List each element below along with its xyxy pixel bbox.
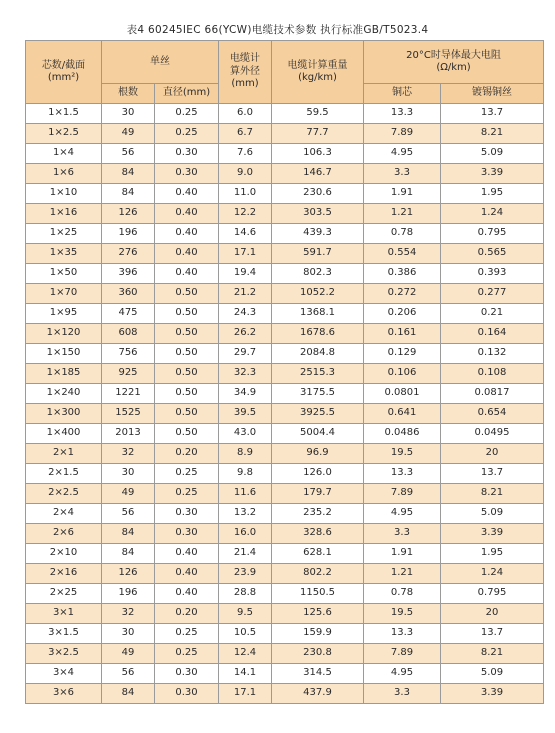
cell-cores-section: 2×25 [26, 584, 102, 604]
table-row [26, 124, 544, 144]
cell-cores-section: 3×6 [26, 684, 102, 704]
cell-weight: 303.5 [272, 204, 364, 224]
header-resistance [364, 41, 544, 84]
cell-resistance-copper: 1.21 [364, 564, 441, 584]
cell-cores-section: 1×185 [26, 364, 102, 384]
cell-outer-diameter: 11.6 [219, 484, 272, 504]
cell-wire-diameter: 0.50 [155, 364, 219, 384]
cell-weight: 5004.4 [272, 424, 364, 444]
cell-weight: 1678.6 [272, 324, 364, 344]
cell-wire-count: 608 [102, 324, 155, 344]
cell-resistance-copper: 4.95 [364, 144, 441, 164]
cell-wire-diameter: 0.30 [155, 144, 219, 164]
cell-cores-section: 1×300 [26, 404, 102, 424]
cell-wire-count: 32 [102, 444, 155, 464]
header-diameter: 直径(mm) [155, 84, 219, 104]
cell-wire-count: 126 [102, 564, 155, 584]
cell-resistance-copper: 0.78 [364, 584, 441, 604]
cell-resistance-copper: 0.0486 [364, 424, 441, 444]
table-header [26, 41, 544, 104]
cell-resistance-copper: 7.89 [364, 644, 441, 664]
cell-cores-section: 1×150 [26, 344, 102, 364]
cell-wire-diameter: 0.50 [155, 284, 219, 304]
cell-resistance-copper: 0.641 [364, 404, 441, 424]
cell-cores-section: 1×6 [26, 164, 102, 184]
cell-resistance-tinned: 13.7 [441, 464, 544, 484]
cell-outer-diameter: 26.2 [219, 324, 272, 344]
table-row [26, 584, 544, 604]
cell-resistance-copper: 13.3 [364, 464, 441, 484]
cell-weight: 328.6 [272, 524, 364, 544]
table-row [26, 424, 544, 444]
table-row [26, 384, 544, 404]
cell-wire-count: 49 [102, 124, 155, 144]
cell-weight: 125.6 [272, 604, 364, 624]
cell-outer-diameter: 6.7 [219, 124, 272, 144]
header-cores-line1: 芯数/截面 [41, 59, 86, 71]
cell-resistance-tinned: 0.654 [441, 404, 544, 424]
cell-cores-section: 2×1 [26, 444, 102, 464]
cell-weight: 2515.3 [272, 364, 364, 384]
cell-weight: 159.9 [272, 624, 364, 644]
table-row [26, 104, 544, 124]
cell-outer-diameter: 14.1 [219, 664, 272, 684]
table-row [26, 464, 544, 484]
cell-wire-diameter: 0.50 [155, 384, 219, 404]
cell-outer-diameter: 13.2 [219, 504, 272, 524]
cell-cores-section: 1×120 [26, 324, 102, 344]
table-row [26, 604, 544, 624]
cell-wire-diameter: 0.50 [155, 324, 219, 344]
cell-outer-diameter: 14.6 [219, 224, 272, 244]
cell-weight: 591.7 [272, 244, 364, 264]
cell-resistance-copper: 3.3 [364, 524, 441, 544]
cell-cores-section: 3×1.5 [26, 624, 102, 644]
cell-resistance-tinned: 1.24 [441, 204, 544, 224]
cell-weight: 230.8 [272, 644, 364, 664]
cell-outer-diameter: 19.4 [219, 264, 272, 284]
cell-weight: 179.7 [272, 484, 364, 504]
table-row [26, 224, 544, 244]
table-row [26, 664, 544, 684]
cell-wire-count: 2013 [102, 424, 155, 444]
cell-resistance-tinned: 0.565 [441, 244, 544, 264]
cell-wire-diameter: 0.40 [155, 184, 219, 204]
cell-resistance-copper: 0.129 [364, 344, 441, 364]
cell-resistance-tinned: 3.39 [441, 684, 544, 704]
table-row [26, 144, 544, 164]
cell-wire-diameter: 0.30 [155, 164, 219, 184]
cell-resistance-copper: 0.161 [364, 324, 441, 344]
cell-weight: 1368.1 [272, 304, 364, 324]
cell-resistance-tinned: 0.277 [441, 284, 544, 304]
cell-resistance-copper: 7.89 [364, 124, 441, 144]
cell-resistance-copper: 4.95 [364, 504, 441, 524]
cell-wire-count: 30 [102, 104, 155, 124]
cell-wire-count: 360 [102, 284, 155, 304]
cell-wire-count: 196 [102, 584, 155, 604]
cell-cores-section: 1×70 [26, 284, 102, 304]
cell-outer-diameter: 28.8 [219, 584, 272, 604]
cell-wire-count: 84 [102, 184, 155, 204]
table-row [26, 264, 544, 284]
cell-cores-section: 3×1 [26, 604, 102, 624]
cell-cores-section: 1×35 [26, 244, 102, 264]
cell-outer-diameter: 9.5 [219, 604, 272, 624]
cell-resistance-tinned: 13.7 [441, 104, 544, 124]
cell-resistance-tinned: 20 [441, 604, 544, 624]
cell-cores-section: 1×400 [26, 424, 102, 444]
cell-cores-section: 3×4 [26, 664, 102, 684]
cell-wire-count: 49 [102, 484, 155, 504]
cell-resistance-tinned: 0.108 [441, 364, 544, 384]
cell-outer-diameter: 23.9 [219, 564, 272, 584]
table-row [26, 324, 544, 344]
table-row [26, 564, 544, 584]
cell-cores-section: 1×50 [26, 264, 102, 284]
cell-wire-diameter: 0.25 [155, 124, 219, 144]
table-row [26, 684, 544, 704]
table-row [26, 484, 544, 504]
cell-resistance-copper: 0.0801 [364, 384, 441, 404]
header-weight-line1: 电缆计算重量 [287, 59, 348, 71]
cell-wire-diameter: 0.20 [155, 604, 219, 624]
table-row [26, 644, 544, 664]
cell-wire-count: 925 [102, 364, 155, 384]
cell-outer-diameter: 9.0 [219, 164, 272, 184]
cell-outer-diameter: 17.1 [219, 244, 272, 264]
cell-resistance-copper: 4.95 [364, 664, 441, 684]
cell-outer-diameter: 7.6 [219, 144, 272, 164]
cell-resistance-tinned: 0.795 [441, 584, 544, 604]
table-row [26, 364, 544, 384]
cell-resistance-copper: 0.78 [364, 224, 441, 244]
cell-resistance-copper: 13.3 [364, 104, 441, 124]
cell-resistance-copper: 13.3 [364, 624, 441, 644]
header-copper: 铜芯 [364, 84, 441, 104]
cell-wire-diameter: 0.40 [155, 244, 219, 264]
cell-cores-section: 2×10 [26, 544, 102, 564]
cell-outer-diameter: 17.1 [219, 684, 272, 704]
cell-weight: 1150.5 [272, 584, 364, 604]
cell-cores-section: 1×25 [26, 224, 102, 244]
header-outer-line3: (mm) [231, 78, 259, 90]
cell-wire-diameter: 0.25 [155, 644, 219, 664]
cell-wire-diameter: 0.30 [155, 684, 219, 704]
cell-wire-diameter: 0.20 [155, 444, 219, 464]
header-single-wire: 单丝 [102, 41, 219, 84]
cell-wire-count: 276 [102, 244, 155, 264]
header-weight-line2: (kg/km) [298, 72, 337, 83]
cell-resistance-copper: 3.3 [364, 164, 441, 184]
cell-resistance-tinned: 1.95 [441, 184, 544, 204]
cell-wire-diameter: 0.50 [155, 304, 219, 324]
cell-wire-count: 396 [102, 264, 155, 284]
cell-resistance-copper: 1.21 [364, 204, 441, 224]
cell-cores-section: 2×16 [26, 564, 102, 584]
table-row [26, 164, 544, 184]
cell-resistance-tinned: 20 [441, 444, 544, 464]
cell-weight: 3925.5 [272, 404, 364, 424]
table-row [26, 344, 544, 364]
cell-resistance-tinned: 13.7 [441, 624, 544, 644]
cell-wire-count: 49 [102, 644, 155, 664]
cell-resistance-tinned: 5.09 [441, 504, 544, 524]
table-row [26, 244, 544, 264]
cell-cores-section: 2×4 [26, 504, 102, 524]
cell-wire-diameter: 0.25 [155, 464, 219, 484]
cell-weight: 230.6 [272, 184, 364, 204]
cell-resistance-copper: 0.272 [364, 284, 441, 304]
cell-wire-diameter: 0.40 [155, 564, 219, 584]
cell-wire-count: 1221 [102, 384, 155, 404]
cell-cores-section: 2×1.5 [26, 464, 102, 484]
cell-wire-diameter: 0.50 [155, 424, 219, 444]
cell-wire-diameter: 0.25 [155, 104, 219, 124]
cell-resistance-tinned: 3.39 [441, 164, 544, 184]
table-row [26, 284, 544, 304]
table-row [26, 304, 544, 324]
header-outer-line2: 算外径 [230, 65, 260, 77]
cell-resistance-copper: 1.91 [364, 184, 441, 204]
cell-resistance-tinned: 5.09 [441, 664, 544, 684]
cell-weight: 628.1 [272, 544, 364, 564]
cell-wire-count: 756 [102, 344, 155, 364]
cell-cores-section: 1×1.5 [26, 104, 102, 124]
cell-cores-section: 2×2.5 [26, 484, 102, 504]
cell-wire-diameter: 0.50 [155, 344, 219, 364]
cell-outer-diameter: 8.9 [219, 444, 272, 464]
cell-weight: 146.7 [272, 164, 364, 184]
cell-cores-section: 2×6 [26, 524, 102, 544]
cell-outer-diameter: 43.0 [219, 424, 272, 444]
cell-wire-count: 84 [102, 524, 155, 544]
cell-wire-count: 30 [102, 624, 155, 644]
cell-weight: 235.2 [272, 504, 364, 524]
cable-parameter-table [25, 40, 544, 704]
cell-weight: 126.0 [272, 464, 364, 484]
cell-weight: 314.5 [272, 664, 364, 684]
table-row [26, 184, 544, 204]
cell-weight: 96.9 [272, 444, 364, 464]
cell-cores-section: 1×95 [26, 304, 102, 324]
cell-outer-diameter: 21.2 [219, 284, 272, 304]
cell-outer-diameter: 21.4 [219, 544, 272, 564]
cell-resistance-tinned: 0.0817 [441, 384, 544, 404]
cell-cores-section: 3×2.5 [26, 644, 102, 664]
cell-resistance-copper: 1.91 [364, 544, 441, 564]
table-row [26, 624, 544, 644]
table-row [26, 544, 544, 564]
cell-outer-diameter: 10.5 [219, 624, 272, 644]
cell-wire-count: 126 [102, 204, 155, 224]
cell-weight: 437.9 [272, 684, 364, 704]
cell-wire-count: 1525 [102, 404, 155, 424]
cell-wire-count: 56 [102, 144, 155, 164]
cell-resistance-copper: 19.5 [364, 444, 441, 464]
header-weight [272, 41, 364, 104]
cell-weight: 77.7 [272, 124, 364, 144]
cell-resistance-copper: 0.554 [364, 244, 441, 264]
cell-resistance-tinned: 1.95 [441, 544, 544, 564]
cell-resistance-copper: 7.89 [364, 484, 441, 504]
cell-outer-diameter: 39.5 [219, 404, 272, 424]
cell-cores-section: 1×240 [26, 384, 102, 404]
cell-wire-diameter: 0.40 [155, 224, 219, 244]
cell-cores-section: 1×4 [26, 144, 102, 164]
cell-outer-diameter: 11.0 [219, 184, 272, 204]
cell-wire-count: 30 [102, 464, 155, 484]
cell-wire-diameter: 0.40 [155, 204, 219, 224]
cell-resistance-tinned: 0.164 [441, 324, 544, 344]
table-row [26, 524, 544, 544]
cell-wire-diameter: 0.50 [155, 404, 219, 424]
cell-weight: 2084.8 [272, 344, 364, 364]
cell-resistance-tinned: 8.21 [441, 124, 544, 144]
cell-resistance-tinned: 3.39 [441, 524, 544, 544]
header-outer-diameter [219, 41, 272, 104]
cell-wire-diameter: 0.40 [155, 544, 219, 564]
cell-wire-diameter: 0.40 [155, 264, 219, 284]
cell-weight: 802.2 [272, 564, 364, 584]
cell-resistance-tinned: 0.0495 [441, 424, 544, 444]
cell-resistance-copper: 19.5 [364, 604, 441, 624]
table-title: 表4 60245IEC 66(YCW)电缆技术参数 执行标准GB/T5023.4 [126, 24, 429, 36]
cell-resistance-tinned: 5.09 [441, 144, 544, 164]
cell-wire-count: 32 [102, 604, 155, 624]
cell-weight: 3175.5 [272, 384, 364, 404]
cell-wire-count: 56 [102, 504, 155, 524]
cell-resistance-tinned: 1.24 [441, 564, 544, 584]
cell-outer-diameter: 9.8 [219, 464, 272, 484]
cell-wire-diameter: 0.40 [155, 584, 219, 604]
cell-weight: 802.3 [272, 264, 364, 284]
cell-outer-diameter: 29.7 [219, 344, 272, 364]
cell-wire-count: 56 [102, 664, 155, 684]
table-row [26, 404, 544, 424]
cell-weight: 1052.2 [272, 284, 364, 304]
header-tinned-copper: 镀锡铜丝 [441, 84, 544, 104]
header-cores-line2: (mm²) [47, 72, 80, 83]
cell-cores-section: 1×2.5 [26, 124, 102, 144]
cell-outer-diameter: 16.0 [219, 524, 272, 544]
table-row [26, 444, 544, 464]
cell-weight: 106.3 [272, 144, 364, 164]
table-body [26, 104, 544, 704]
header-count: 根数 [102, 84, 155, 104]
cell-wire-diameter: 0.30 [155, 524, 219, 544]
cell-outer-diameter: 32.3 [219, 364, 272, 384]
cell-wire-count: 84 [102, 164, 155, 184]
header-resistance-line2: (Ω/km) [436, 62, 471, 73]
cell-weight: 439.3 [272, 224, 364, 244]
header-cores-section [26, 41, 102, 104]
cell-resistance-tinned: 0.393 [441, 264, 544, 284]
cell-cores-section: 1×16 [26, 204, 102, 224]
cell-resistance-tinned: 8.21 [441, 484, 544, 504]
cell-resistance-copper: 3.3 [364, 684, 441, 704]
cell-resistance-tinned: 0.21 [441, 304, 544, 324]
cell-outer-diameter: 12.2 [219, 204, 272, 224]
cell-cores-section: 1×10 [26, 184, 102, 204]
cell-wire-diameter: 0.30 [155, 664, 219, 684]
cell-outer-diameter: 6.0 [219, 104, 272, 124]
cell-wire-count: 84 [102, 544, 155, 564]
cell-resistance-copper: 0.386 [364, 264, 441, 284]
cell-wire-count: 475 [102, 304, 155, 324]
cell-resistance-tinned: 0.132 [441, 344, 544, 364]
table-row [26, 204, 544, 224]
header-resistance-line1: 20°C时导体最大电阻 [406, 49, 501, 61]
table-row [26, 504, 544, 524]
cell-wire-diameter: 0.25 [155, 484, 219, 504]
cell-resistance-tinned: 0.795 [441, 224, 544, 244]
cell-outer-diameter: 12.4 [219, 644, 272, 664]
cell-wire-diameter: 0.30 [155, 504, 219, 524]
cell-wire-diameter: 0.25 [155, 624, 219, 644]
cell-outer-diameter: 24.3 [219, 304, 272, 324]
cell-resistance-tinned: 8.21 [441, 644, 544, 664]
cell-resistance-copper: 0.206 [364, 304, 441, 324]
cell-resistance-copper: 0.106 [364, 364, 441, 384]
header-outer-line1: 电缆计 [230, 53, 260, 65]
cell-outer-diameter: 34.9 [219, 384, 272, 404]
cell-weight: 59.5 [272, 104, 364, 124]
cell-wire-count: 196 [102, 224, 155, 244]
cell-wire-count: 84 [102, 684, 155, 704]
